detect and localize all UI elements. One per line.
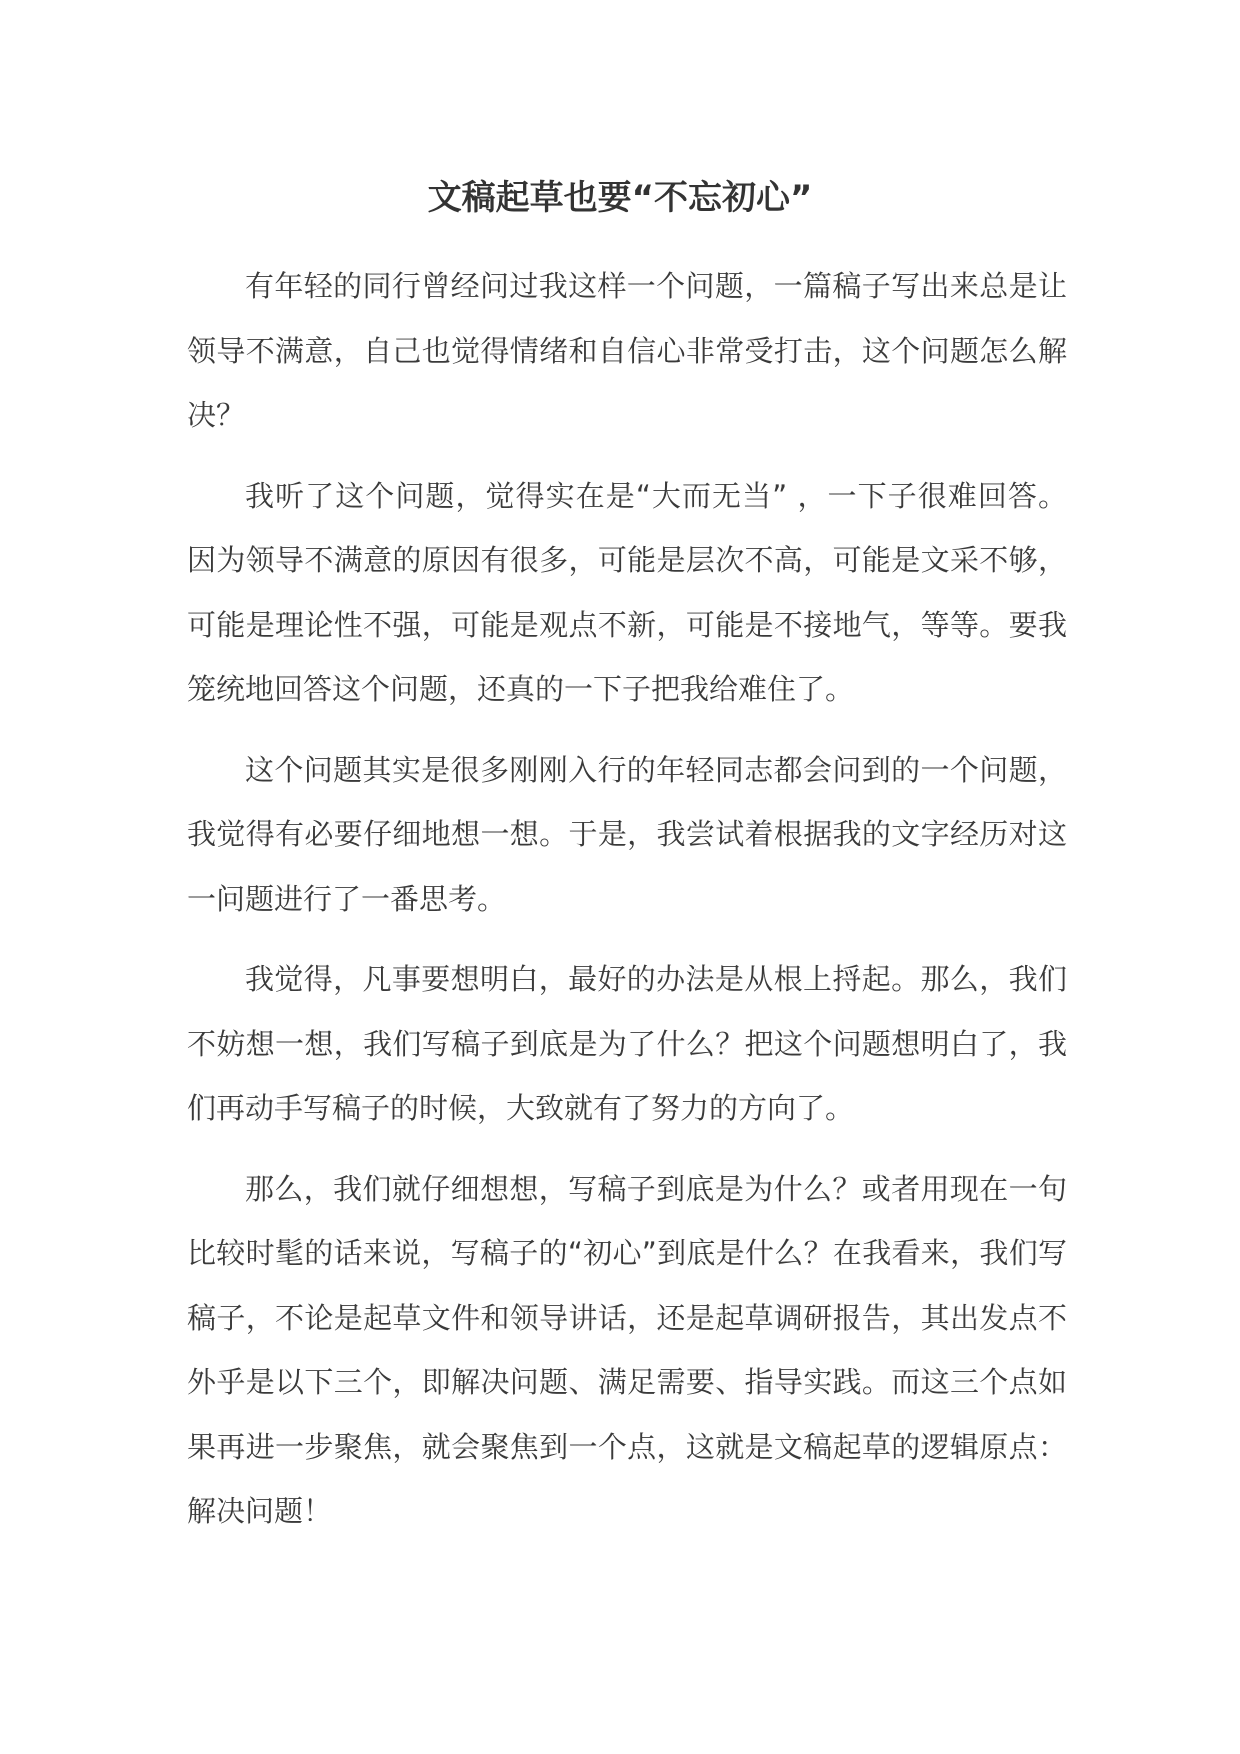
paragraph-4: 我觉得，凡事要想明白，最好的办法是从根上捋起。那么，我们不妨想一想，我们写稿子到底是为了什么？把这个问题想明白了，我们再动手写稿子的时候，大致就有了努力的方向了。: [187, 962, 1067, 1125]
paragraph-5: 那么，我们就仔细想想，写稿子到底是为什么？或者用现在一句比较时髦的话来说，写稿子的“初心”到底是什么？在我看来，我们写稿子，不论是起草文件和领导讲话，还是起草调研报告，其出发点不外乎是以下三个，即解决问题、满足需要、指导实践。而这三个点如果再进一步聚焦，就会聚焦到一个点，这就是文稿起草的逻辑原点：解决问题！: [187, 1171, 1067, 1528]
paragraph-2: 我听了这个问题，觉得实在是“大而无当” ，一下子很难回答。因为领导不满意的原因有很多，可能是层次不高，可能是文采不够，可能是理论性不强，可能是观点不新，可能是不接地气，等等。要我笼统地回答这个问题，还真的一下子把我给难住了。: [187, 478, 1067, 706]
document-body: [187, 254, 1067, 1560]
paragraph-1: 有年轻的同行曾经问过我这样一个问题，一篇稿子写出来总是让领导不满意，自己也觉得情绪和自信心非常受打击，这个问题怎么解决？: [187, 269, 1067, 432]
paragraph-3: 这个问题其实是很多刚刚入行的年轻同志都会问到的一个问题，我觉得有必要仔细地想一想。于是，我尝试着根据我的文字经历对这一问题进行了一番思考。: [187, 752, 1067, 916]
document-title: 文稿起草也要“不忘初心”: [427, 178, 813, 218]
